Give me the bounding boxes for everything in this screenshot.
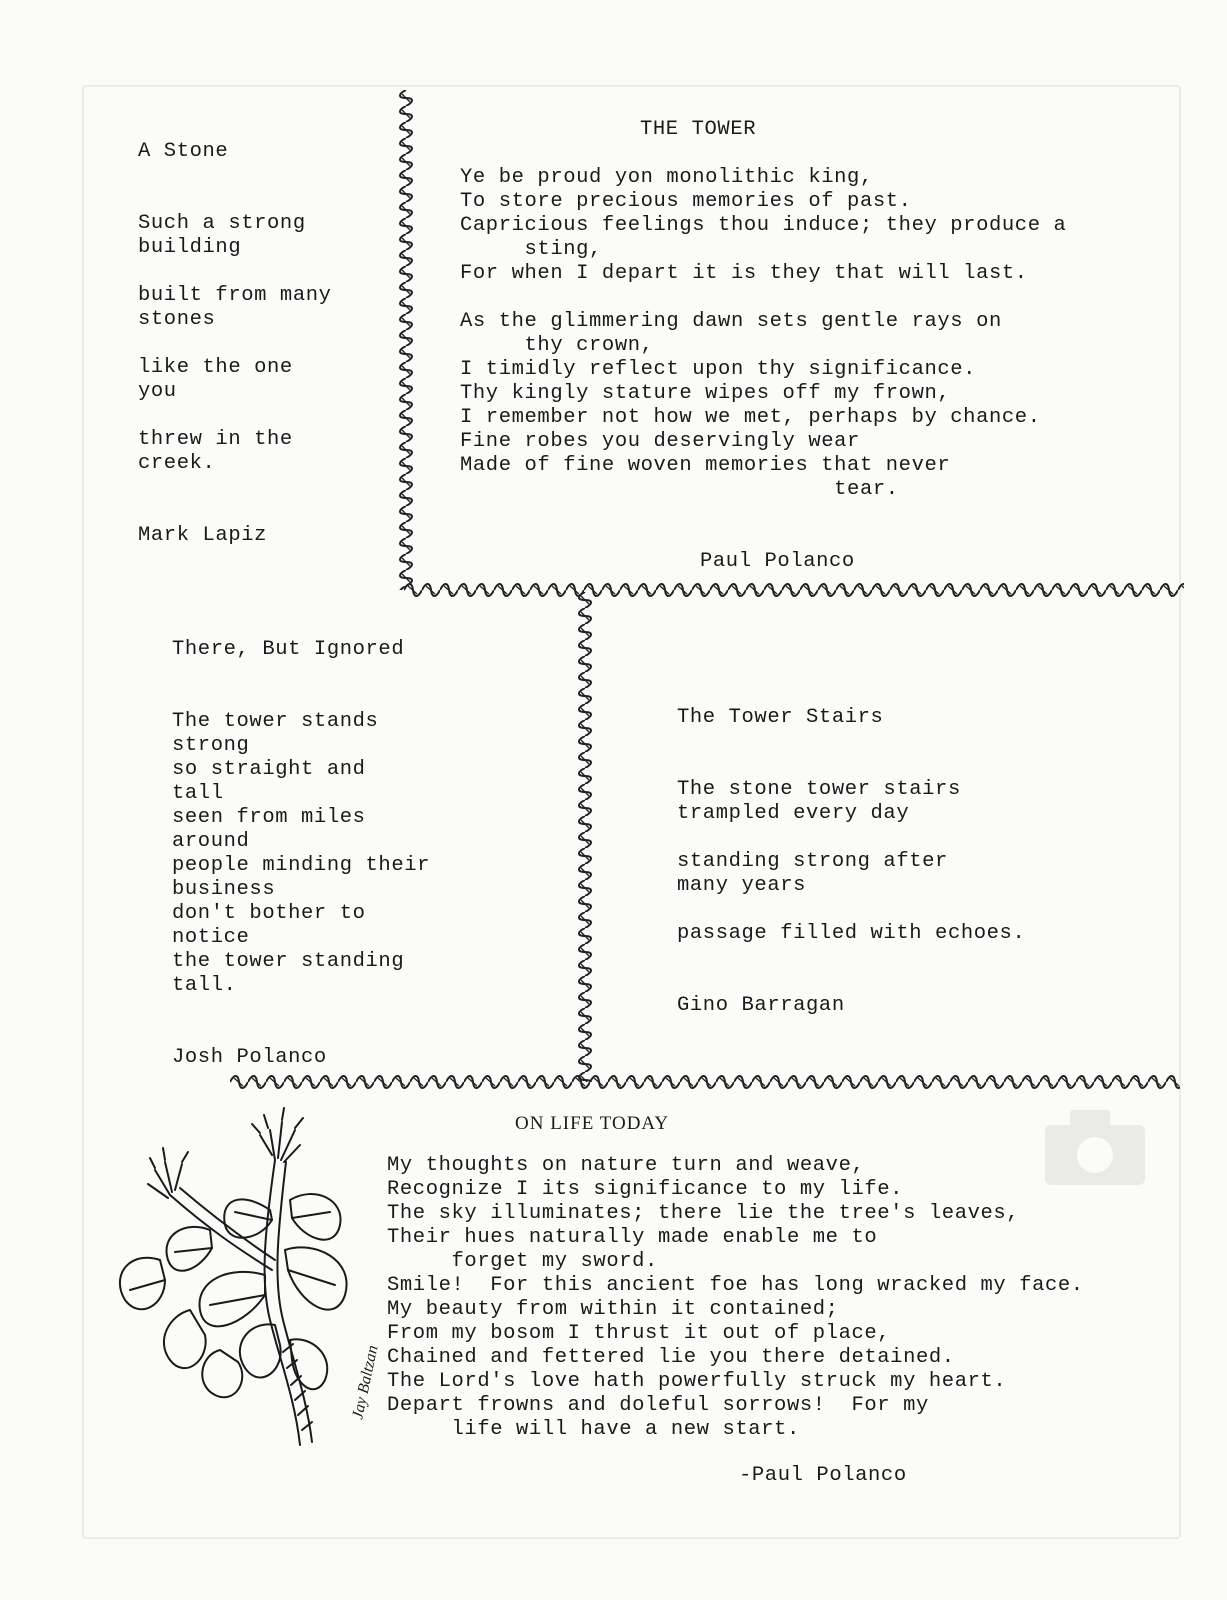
poem-line: threw in the <box>138 428 293 451</box>
poem-line: I remember not how we met, perhaps by chance. <box>460 406 1041 429</box>
poem-the-tower <box>460 118 1160 574</box>
poem-line: To store precious memories of past. <box>460 190 912 213</box>
poem-line: Smile! For this ancient foe has long wracked my face. <box>387 1274 1084 1297</box>
poem-line: trampled every day <box>677 802 910 825</box>
poem-line: creek. <box>138 452 216 475</box>
poem-line: many years <box>677 874 807 897</box>
rope-divider-vertical-top <box>396 90 416 590</box>
poem-the-tower-stairs <box>677 706 1127 1018</box>
poem-line: The Lord's love hath powerfully struck my heart. <box>387 1370 1007 1393</box>
poem-line: tall <box>172 782 224 805</box>
poem-line: seen from miles <box>172 806 366 829</box>
poem-line: standing strong after <box>677 850 948 873</box>
poem-there-but-ignored <box>172 638 562 1070</box>
bleed-through-camera-icon <box>1040 1100 1150 1190</box>
poem-line: The sky illuminates; there lie the tree's leaves, <box>387 1202 1020 1225</box>
poem-line: Recognize I its significance to my life. <box>387 1178 904 1201</box>
poem-title: THE TOWER <box>640 118 757 141</box>
poem-line: Depart frowns and doleful sorrows! For my <box>387 1394 929 1417</box>
poem-line: Thy kingly stature wipes off my frown, <box>460 382 951 405</box>
poem-line: strong <box>172 734 250 757</box>
poem-line: stones <box>138 308 216 331</box>
poem-line: notice <box>172 926 250 949</box>
poem-line: around <box>172 830 250 853</box>
poem-line: Fine robes you deservingly wear <box>460 430 860 453</box>
poem-line: you <box>138 380 177 403</box>
poem-line: The stone tower stairs <box>677 778 961 801</box>
poem-line: Their hues naturally made enable me to <box>387 1226 878 1249</box>
poem-line: Chained and fettered lie you there detained. <box>387 1346 955 1369</box>
poem-author: Gino Barragan <box>677 994 845 1017</box>
poem-line: Capricious feelings thou induce; they produce a <box>460 214 1067 237</box>
poem-title: There, But Ignored <box>172 638 405 661</box>
poem-line: built from many <box>138 284 332 307</box>
poem-line: life will have a new start. <box>387 1418 800 1441</box>
poem-line: My beauty from within it contained; <box>387 1298 839 1321</box>
flowering-branch-icon <box>100 1100 390 1450</box>
rope-divider-horizontal-bottom <box>230 1072 1180 1092</box>
poem-title: The Tower Stairs <box>677 706 884 729</box>
poem-line: tall. <box>172 974 237 997</box>
poem-line: so straight and <box>172 758 366 781</box>
poem-line: My thoughts on nature turn and weave, <box>387 1154 865 1177</box>
poem-line: tear. <box>460 478 899 501</box>
poem-title: ON LIFE TODAY <box>515 1113 670 1134</box>
poem-author: Paul Polanco <box>700 550 855 573</box>
poem-line: Ye be proud yon monolithic king, <box>460 166 873 189</box>
poem-line: Such a strong <box>138 212 306 235</box>
poem-line: business <box>172 878 276 901</box>
poem-author: -Paul Polanco <box>739 1464 907 1487</box>
poem-a-stone <box>138 140 388 548</box>
poem-author: Josh Polanco <box>172 1046 327 1069</box>
poem-line: people minding their <box>172 854 431 877</box>
poem-line: building <box>138 236 242 259</box>
poem-line: like the one <box>138 356 293 379</box>
poem-line: passage filled with echoes. <box>677 922 1026 945</box>
poem-line: don't bother to <box>172 902 366 925</box>
poem-line: I timidly reflect upon thy significance. <box>460 358 977 381</box>
poem-author: Mark Lapiz <box>138 524 268 547</box>
poem-title: A Stone <box>138 140 229 163</box>
poem-line: forget my sword. <box>387 1250 658 1273</box>
poem-line: sting, <box>460 238 602 261</box>
poem-line: For when I depart it is they that will last. <box>460 262 1028 285</box>
illustration-signature: Jay Baltzan <box>349 1343 382 1421</box>
poem-line: the tower standing <box>172 950 405 973</box>
rope-divider-horizontal-top <box>404 580 1184 600</box>
rope-divider-vertical-middle <box>575 592 595 1082</box>
poem-line: As the glimmering dawn sets gentle rays on <box>460 310 1002 333</box>
poem-line: thy crown, <box>460 334 654 357</box>
poem-line: From my bosom I thrust it out of place, <box>387 1322 891 1345</box>
poem-line: Made of fine woven memories that never <box>460 454 951 477</box>
poem-line: The tower stands <box>172 710 379 733</box>
